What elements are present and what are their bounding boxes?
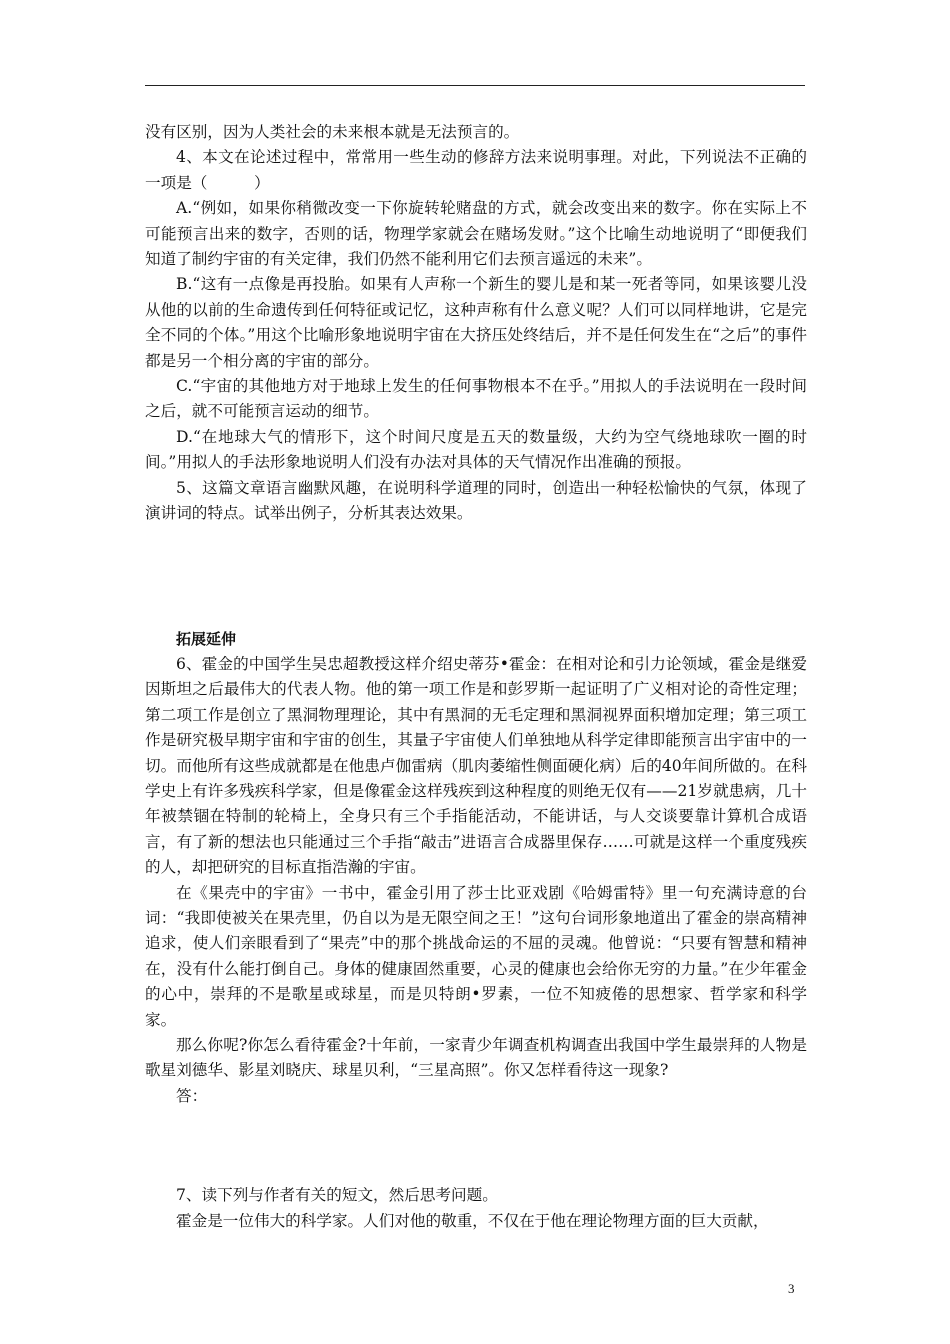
option-d: D.“在地球大气的情形下，这个时间尺度是五天的数量级，大约为空气绕地球吹一圈的时间。”用拟人的手法形象地说明人们没有办法对具体的天气情况作出准确的预报。 [145, 427, 807, 472]
paragraph: 在《果壳中的宇宙》一书中，霍金引用了莎士比亚戏剧《哈姆雷特》里一句充满诗意的台词：“我即使被关在果壳里，仍自以为是无限空间之王！”这句台词形象地道出了霍金的崇高精神追求，使人们亲眼看到了“果壳”中的那个挑战命运的不屈的灵魂。他曾说：“只要有智慧和精神在，没有什么能打倒自己。身体的健康固然重要，心灵的健康也会给你无穷的力量。”在少年霍金的心中，崇拜的不是歌星或球星，而是贝特朗•罗素，一位不知疲倦的思想家、哲学家和科学家。 [145, 883, 807, 1029]
paragraph: 霍金是一位伟大的科学家。人们对他的敬重，不仅在于他在理论物理方面的巨大贡献， [176, 1211, 769, 1230]
reading-block [145, 1183, 807, 1234]
option-a: A.“例如，如果你稍微改变一下你旋转轮赌盘的方式，就会改变出来的数字。你在实际上不可能预言出来的数字，否则的话，物理学家就会在赌场发财。”这个比喻生动地说明了“即便我们知道了制约宇宙的有关定律，我们仍然不能利用它们去预言遥远的未来”。 [145, 199, 807, 269]
option-c: C.“宇宙的其他地方对于地球上发生的任何事物根本不在乎。”用拟人的手法说明在一段时间之后，就不可能预言运动的细节。 [145, 377, 807, 421]
answer-space [145, 1109, 807, 1183]
page-number: 3 [788, 1281, 795, 1296]
answer-space [145, 527, 807, 627]
option-b: B.“这有一点像是再投胎。如果有人声称一个新生的婴儿是和某一死者等同，如果该婴儿没从他的以前的生命遗传到任何特征或记忆，这种声称有什么意义呢？人们可以同样地讲，它是完全不同的个体。”用这个比喻形象地说明宇宙在大挤压处终结后，并不是任何发生在“之后”的事件都是另一个相分离的宇宙的部分。 [145, 275, 807, 370]
questions-block [145, 120, 807, 527]
header-rule [145, 85, 805, 86]
question-4: 4、本文在论述过程中，常常用一些生动的修辞方法来说明事理。对此，下列说法不正确的一项是（ ） [145, 148, 807, 192]
question-6: 6、霍金的中国学生吴忠超教授这样介绍史蒂芬•霍金：在相对论和引力论领域，霍金是继爱因斯坦之后最伟大的代表人物。他的第一项工作是和彭罗斯一起证明了广义相对论的奇性定理；第二项工作是创立了黑洞物理理论，其中有黑洞的无毛定理和黑洞视界面积增加定理；第三项工作是研究极早期宇宙和宇宙的创生，其量子宇宙使人们单独地从科学定律即能预言出宇宙中的一切。而他所有这些成就都是在他患卢伽雷病（肌肉萎缩性侧面硬化病）后的40年间所做的。在科学史上有许多残疾科学家，但是像霍金这样残疾到这种程度的则绝无仅有——21岁就患病，几十年被禁锢在特制的轮椅上，全身只有三个手指能活动，不能讲话，与人交谈要靠计算机合成语言，有了新的想法也只能通过三个手指“敲击”进语言合成器里保存……可就是这样一个重度残疾的人，却把研究的目标直指浩瀚的宇宙。 [145, 654, 807, 877]
content-body [145, 120, 807, 1234]
section-title: 拓展延伸 [176, 629, 237, 648]
paragraph: 那么你呢?你怎么看待霍金?十年前，一家青少年调查机构调查出我国中学生最崇拜的人物是歌星刘德华、影星刘晓庆、球星贝利，“三星高照”。你又怎样看待这一现象? [145, 1036, 807, 1080]
paragraph: 没有区别，因为人类社会的未来根本就是无法预言的。 [145, 123, 520, 141]
question-5: 5、这篇文章语言幽默风趣，在说明科学道理的同时，创造出一种轻松愉快的气氛，体现了演讲词的特点。试举出例子，分析其表达效果。 [145, 478, 807, 523]
answer-label: 答： [176, 1086, 208, 1105]
extension-block [145, 652, 807, 1109]
question-7: 7、读下列与作者有关的短文，然后思考问题。 [176, 1186, 498, 1205]
